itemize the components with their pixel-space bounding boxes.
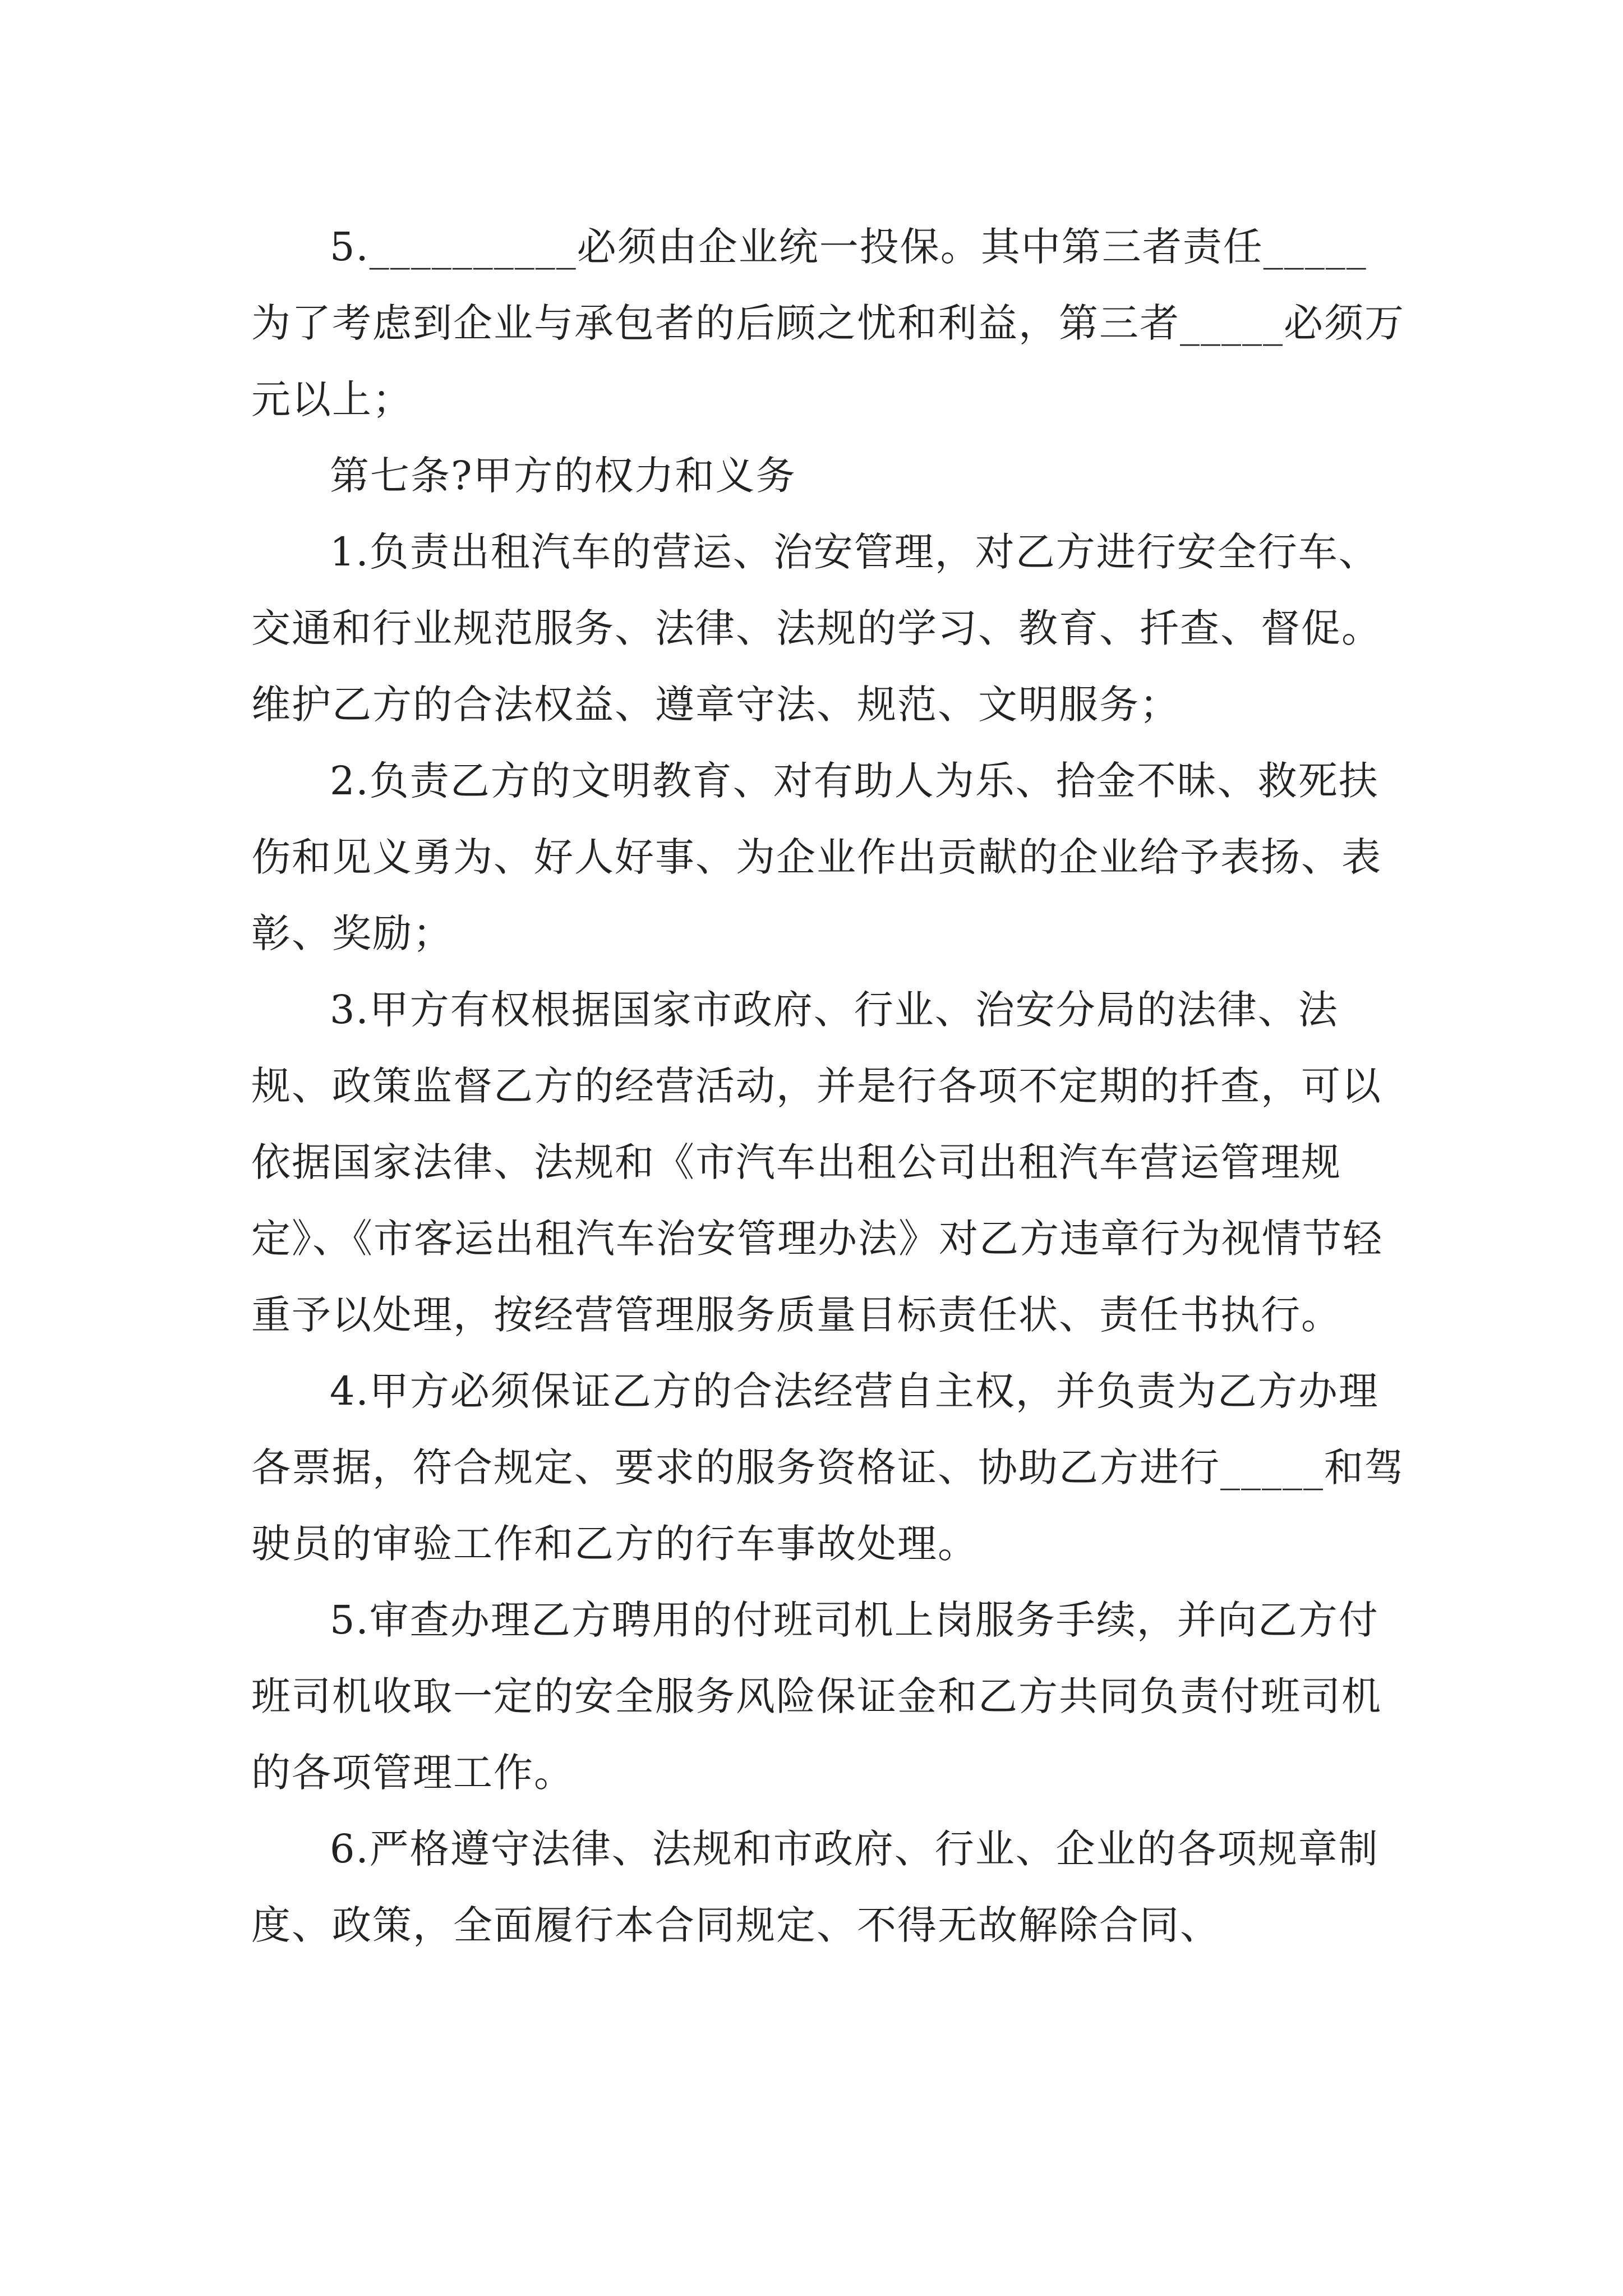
paragraph-item-5: 5.审查办理乙方聘用的付班司机上岗服务手续，并向乙方付班司机收取一定的安全服务风险保证金和乙方共同负责付班司机的各项管理工作。	[251, 1597, 1382, 1796]
paragraph-item-6: 6.严格遵守法律、法规和市政府、行业、企业的各项规章制度、政策，全面履行本合同规定、不得无故解除合同、	[251, 1826, 1379, 1948]
section-heading-article-7: 第七条?甲方的权力和义务	[330, 453, 796, 499]
paragraph-item-1: 1.负责出租汽车的营运、治安管理，对乙方进行安全行车、交通和行业规范服务、法律、法规的学习、教育、扦查、督促。维护乙方的合法权益、遵章守法、规范、文明服务；	[251, 529, 1382, 728]
contract-text	[251, 209, 1407, 1963]
paragraph-item-2: 2.负责乙方的文明教育、对有助人为乐、拾金不昧、救死扶伤和见义勇为、好人好事、为企业作出贡献的企业给予表扬、表彰、奖励；	[251, 758, 1382, 956]
paragraph-item-4: 4.甲方必须保证乙方的合法经营自主权，并负责为乙方办理各票据，符合规定、要求的服务资格证、协助乙方进行_____和驾驶员的审验工作和乙方的行车事故处理。	[251, 1368, 1405, 1567]
paragraph-item-3: 3.甲方有权根据国家市政府、行业、治安分局的法律、法规、政策监督乙方的经营活动，并是行各项不定期的扦查，可以依据国家法律、法规和《市汽车出租公司出租汽车营运管理规定》、《市客运出租汽车治安管理办法》对乙方违章行为视情节轻重予以处理，按经营管理服务质量目标责任状、责任书执行。	[251, 987, 1383, 1338]
paragraph-insurance: 5.__________必须由企业统一投保。其中第三者责任_____为了考虑到企业与承包者的后顾之忧和利益，第三者_____必须万元以上；	[251, 224, 1405, 422]
